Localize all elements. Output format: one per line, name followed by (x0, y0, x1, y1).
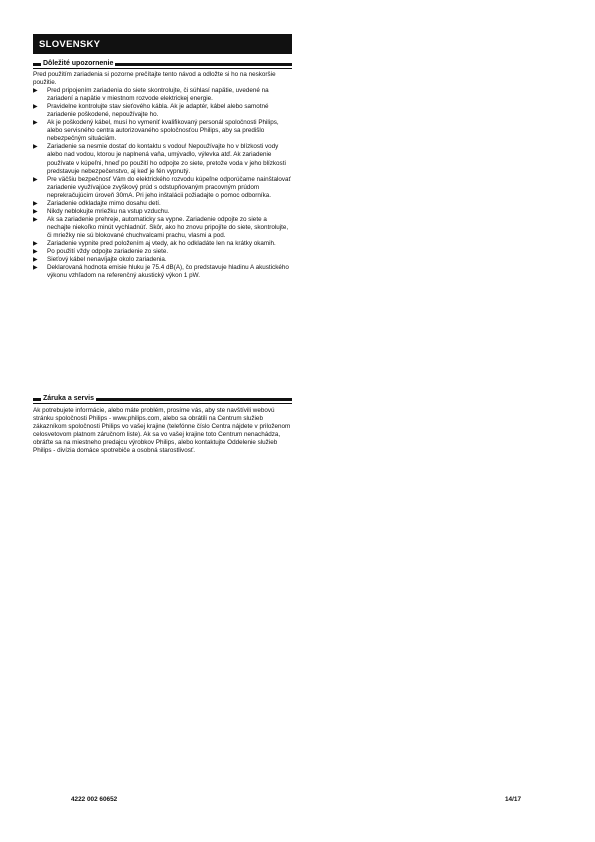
warning-item (33, 143, 292, 175)
warning-item (33, 256, 292, 264)
triangle-bullet-icon: ▶ (33, 176, 38, 183)
language-header (33, 34, 292, 54)
header-underline (33, 403, 292, 404)
warning-item (33, 200, 292, 208)
header-underline (33, 68, 292, 69)
language-header-label: SLOVENSKY (39, 38, 101, 50)
warning-item-text: Pre väčšiu bezpečnosť Vám do elektrického rozvodu kúpeľne odporúčame nainštalovať zariadenie využívajúce zvyškový prúd s odstupňovaným pracovným prúdom neprekračujúcim úroveň 30mA. Pri jeho inštalácii požiadajte o pomoc odborníka. (47, 175, 291, 199)
warning-item-text: Sieťový kábel nenavíjajte okolo zariadenia. (47, 256, 167, 264)
warning-item (33, 176, 292, 200)
triangle-bullet-icon: ▶ (33, 265, 38, 272)
warning-item (33, 216, 292, 240)
section-title-warranty: Záruka a servis (43, 395, 94, 402)
warning-item (33, 248, 292, 256)
warning-item (33, 264, 292, 280)
warranty-body (33, 407, 292, 455)
section-title-warnings: Dôležité upozornenie (43, 60, 114, 67)
triangle-bullet-icon: ▶ (33, 120, 38, 127)
page-number: 14/17 (505, 796, 521, 803)
warnings-list (33, 87, 292, 280)
warning-item-text: Ak sa zariadenie prehreje, automaticky sa vypne. Zariadenie odpojte zo siete a nechajte niekoľko minút vychladnúť. Skôr, ako ho znovu pripojíte do siete, skontrolujte, či mriežky nie sú blokované chuchvalcami prachu, vlasmi a pod. (47, 215, 289, 239)
header-rule (115, 63, 292, 66)
warning-item-text: Ak je poškodený kábel, musí ho vymeniť kvalifikovaný personál spoločnosti Philips, alebo servisného centra autorizovaného spoločnosťou Philips, aby sa predišlo nebezpečným situáciám. (47, 119, 279, 143)
section-header-warranty (33, 395, 292, 403)
warning-item (33, 119, 292, 143)
header-rule-stub (33, 398, 41, 401)
warning-item-text: Zariadenie sa nesmie dostať do kontaktu s vodou! Nepoužívajte ho v blízkosti vody alebo nad vodou, ktorou je naplnená vaňa, umývadlo, výlevka atď. Ak zariadenie používate v kúpeľni, hneď po použití ho odpojte zo siete, pretože voda v jeho blízkosti predstavuje nebezpečenstvo, aj keď je fén vypnutý. (47, 143, 286, 175)
warning-item-text: Pravidelne kontrolujte stav sieťového kábla. Ak je adaptér, kábel alebo samotné zariadenie poškodené, nepoužívajte ho. (47, 103, 269, 119)
warnings-body (33, 71, 292, 280)
triangle-bullet-icon: ▶ (33, 240, 38, 247)
warning-item (33, 103, 292, 119)
warning-item-text: Zariadenie vypnite pred položením aj vtedy, ak ho odkladáte len na krátky okamih. (47, 239, 276, 247)
triangle-bullet-icon: ▶ (33, 104, 38, 111)
warnings-intro: Pred použitím zariadenia si pozorne prečítajte tento návod a odložte si ho na neskoršie použitie. (33, 71, 276, 87)
warning-item (33, 87, 292, 103)
triangle-bullet-icon: ▶ (33, 88, 38, 95)
warning-item-text: Po použití vždy odpojte zariadenie zo siete. (47, 248, 169, 256)
warning-item (33, 240, 292, 248)
triangle-bullet-icon: ▶ (33, 200, 38, 207)
header-rule-stub (33, 63, 41, 66)
triangle-bullet-icon: ▶ (33, 249, 38, 256)
warning-item (33, 208, 292, 216)
triangle-bullet-icon: ▶ (33, 257, 38, 264)
triangle-bullet-icon: ▶ (33, 216, 38, 223)
warning-item-text: Deklarovaná hodnota emisie hluku je 75.4 dB(A), čo predstavuje hladinu A akustického výkonu vzhľadom na referenčný akustický výkon 1 pW. (47, 264, 289, 280)
section-header-warnings (33, 60, 292, 68)
triangle-bullet-icon: ▶ (33, 144, 38, 151)
document-code: 4222 002 60652 (71, 796, 118, 803)
warning-item-text: Pred pripojením zariadenia do siete skontrolujte, či súhlasí napätie, uvedené na zariadení a napätie v miestnom rozvode elektrickej energie. (47, 87, 269, 103)
triangle-bullet-icon: ▶ (33, 208, 38, 215)
warning-item-text: Nikdy neblokujte mriežku na vstup vzduchu. (47, 207, 170, 215)
warranty-text: Ak potrebujete informácie, alebo máte problém, prosíme vás, aby ste navštívili webovú stránku spoločnosti Philips - www.philips.com, alebo sa obrátili na Centrum služieb zákazníkom spoločnosti Philips vo vašej krajine (telefónne číslo Centra nájdete v priloženom celosvetovom platnom záručnom liste). Ak sa vo vašej krajine toto Centrum nenachádza, obráťte sa na miestneho predajcu výrobkov Philips, alebo kontaktujte Oddelenie služieb Philips - divízia domáce spotrebiče a osobná starostlivosť. (33, 407, 291, 455)
header-rule (96, 398, 292, 401)
warning-item-text: Zariadenie odkladajte mimo dosahu detí. (47, 199, 161, 207)
